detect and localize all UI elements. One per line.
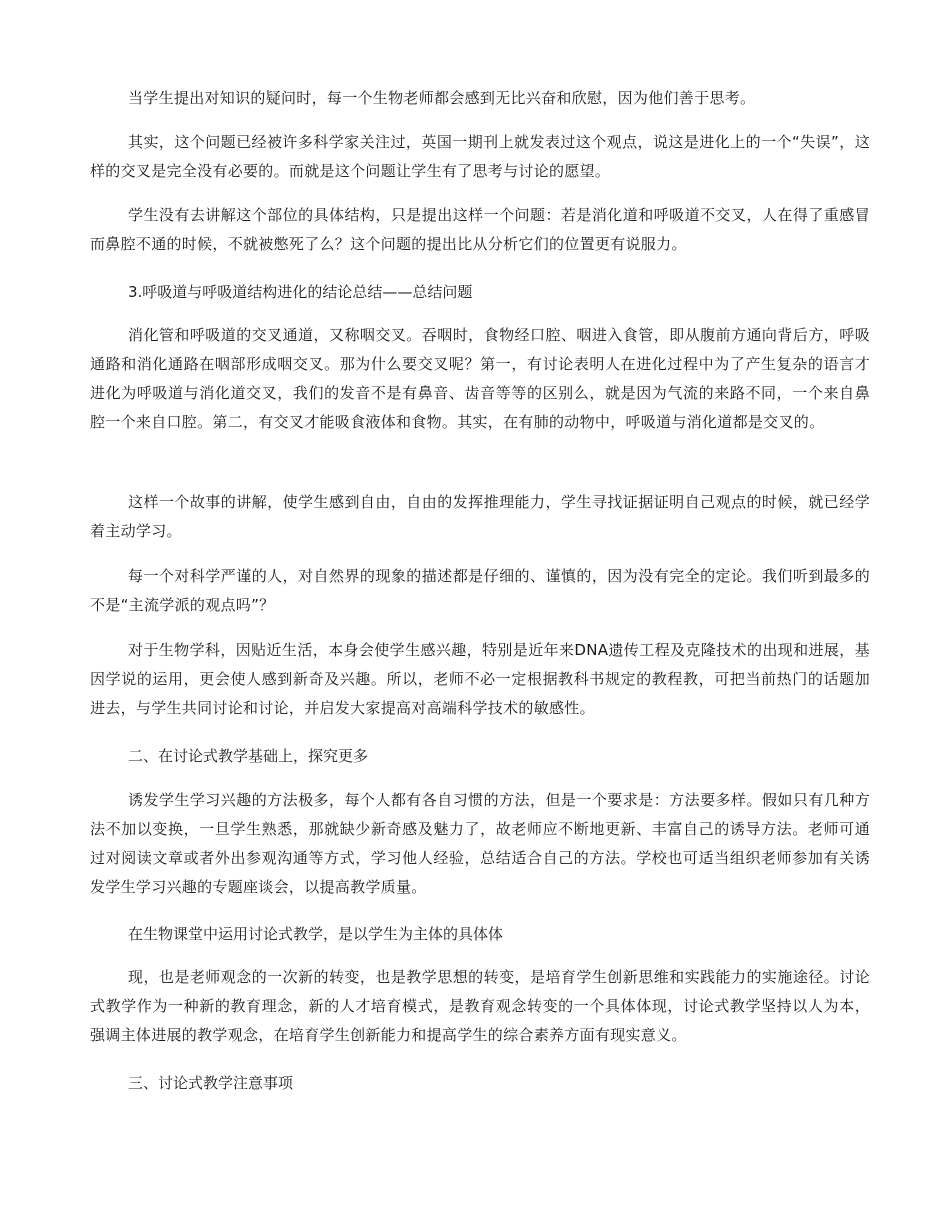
paragraph-teaching-concept: 现，也是老师观念的一次新的转变，也是教学思想的转变，是培育学生创新思维和实践能力的实施途径。讨论式教学作为一种新的教育理念，新的人才培育模式，是教育观念转变的一个具体体现，讨论式教学坚持以人为本，强调主体进展的教学观念，在培育学生创新能力和提高学生的综合素养方面有现实意义。 xyxy=(90,968,870,1044)
paragraph-pharyngeal-crossing: 消化管和呼吸道的交叉通道，又称咽交叉。吞咽时，食物经口腔、咽进入食管，即从腹前方通向背后方，呼吸通路和消化通路在咽部形成咽交叉。那为什么要交叉呢？第一，有讨论表明人在进化过程中为了产生复杂的语言才进化为呼吸道与消化道交叉，我们的发音不是有鼻音、齿音等等的区别么，就是因为气流的来路不同，一个来自鼻腔一个来自口腔。第二，有交叉才能吸食液体和食物。其实，在有肺的动物中，呼吸道与消化道都是交叉的。 xyxy=(90,326,870,431)
section-heading-two: 二、在讨论式教学基础上，探究更多 xyxy=(128,747,369,765)
paragraph-interest-methods: 诱发学生学习兴趣的方法极多，每个人都有各自习惯的方法，但是一个要求是：方法要多样。假如只有几种方法不加以变换，一旦学生熟悉，那就缺少新奇感及魅力了，故老师应不断地更新、丰富自己的诱导方法。老师可通过对阅读文章或者外出参观沟通等方式，学习他人经验，总结适合自己的方法。学校也可适当组织老师参加有关诱发学生学习兴趣的专题座谈会，以提高教学质量。 xyxy=(90,791,870,896)
paragraph-biology-interest: 对于生物学科，因贴近生活，本身会使学生感兴趣，特别是近年来DNA遗传工程及克隆技术的出现和进展，基因学说的运用，更会使人感到新奇及兴趣。所以，老师不必一定根据教科书规定的教程教，可把当前热门的话题加进去，与学生共同讨论和讨论，并启发大家提高对高端科学技术的敏感性。 xyxy=(90,641,870,717)
paragraph-scientific-rigor: 每一个对科学严谨的人，对自然界的现象的描述都是仔细的、谨慎的，因为没有完全的定论。我们听到最多的不是“主流学派的观点吗”？ xyxy=(90,567,870,614)
section-heading-conclusion: 3.呼吸道与呼吸道结构进化的结论总结——总结问题 xyxy=(128,283,473,301)
paragraph-story-effect: 这样一个故事的讲解，使学生感到自由，自由的发挥推理能力，学生寻找证据证明自己观点的时候，就已经学着主动学习。 xyxy=(90,493,870,540)
paragraph-student-questions: 当学生提出对知识的疑问时，每一个生物老师都会感到无比兴奋和欣慰，因为他们善于思考。 xyxy=(128,89,756,107)
paragraph-evolution-mistake: 其实，这个问题已经被许多科学家关注过，英国一期刊上就发表过这个观点，说这是进化上的一个“失误”，这样的交叉是完全没有必要的。而就是这个问题让学生有了思考与讨论的愿望。 xyxy=(90,133,870,180)
paragraph-classroom-intro: 在生物课堂中运用讨论式教学，是以学生为主体的具体体 xyxy=(128,925,504,943)
paragraph-cold-question: 学生没有去讲解这个部位的具体结构，只是提出这样一个问题：若是消化道和呼吸道不交叉，人在得了重感冒而鼻腔不通的时候，不就被憋死了么？这个问题的提出比从分析它们的位置更有说服力。 xyxy=(90,206,870,253)
section-heading-three: 三、讨论式教学注意事项 xyxy=(128,1074,294,1092)
